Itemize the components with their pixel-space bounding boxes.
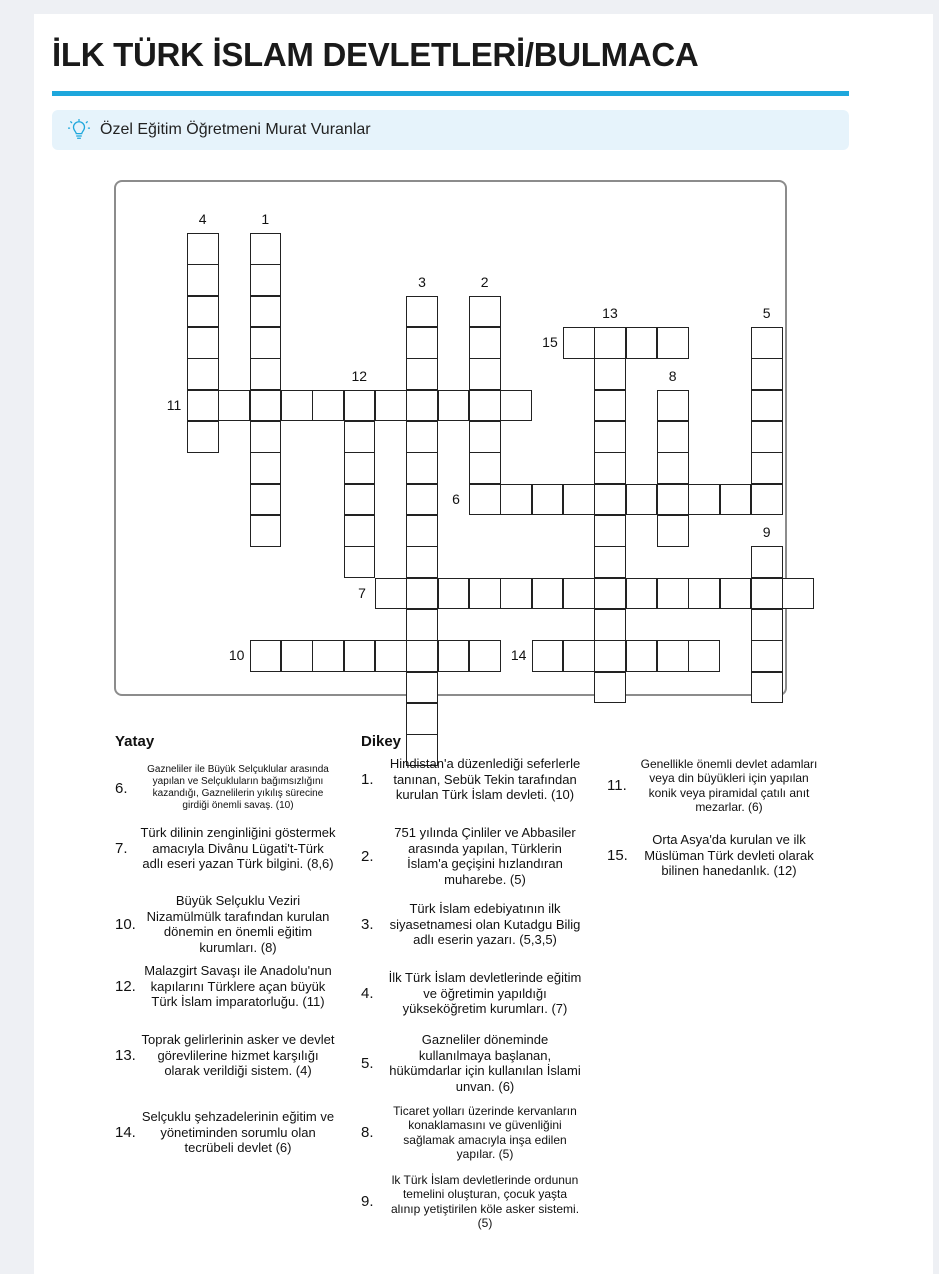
crossword-cell[interactable] (688, 578, 720, 610)
crossword-cell[interactable] (563, 327, 595, 359)
crossword-cell[interactable] (657, 421, 689, 453)
clue-text: Orta Asya'da kurulan ve ilk Müslüman Türk devleti olarak bilinen hanedanlık. (12) (644, 832, 814, 879)
across-clue-14 (115, 1109, 336, 1156)
crossword-cell[interactable] (406, 421, 438, 453)
clue-number: 10. (115, 915, 136, 933)
crossword-cell[interactable] (344, 515, 376, 547)
crossword-cell[interactable] (469, 327, 501, 359)
crossword-cell[interactable] (751, 578, 783, 610)
crossword-cell[interactable] (344, 484, 376, 516)
crossword-cell[interactable] (250, 515, 282, 547)
crossword-cell[interactable] (469, 358, 501, 390)
clue-number: 4. (361, 984, 374, 1002)
crossword-cell[interactable] (218, 390, 250, 422)
across-title: Yatay (115, 733, 155, 750)
crossword-cell[interactable] (406, 358, 438, 390)
down-clue-8 (361, 1104, 583, 1162)
crossword-cell[interactable] (751, 327, 783, 359)
crossword-cell[interactable] (250, 296, 282, 328)
clue-number: 6. (115, 779, 128, 797)
across-clue-7 (115, 825, 336, 872)
clue-number-label: 7 (358, 584, 366, 601)
clue-text: Selçuklu şehzadelerinin eğitim ve yönetiminden sorumlu olan tecrübeli devlet (6) (141, 1109, 335, 1156)
crossword-cell[interactable] (720, 484, 752, 516)
crossword-cell[interactable] (594, 609, 626, 641)
crossword-cell[interactable] (657, 640, 689, 672)
clue-number-label: 2 (480, 273, 489, 290)
crossword-cell[interactable] (626, 484, 658, 516)
crossword-cell[interactable] (594, 421, 626, 453)
clue-number-label: 8 (668, 367, 677, 384)
crossword-cell[interactable] (594, 327, 626, 359)
crossword-cell[interactable] (532, 640, 564, 672)
crossword-cell[interactable] (250, 484, 282, 516)
crossword-cell[interactable] (312, 640, 344, 672)
crossword-cell[interactable] (250, 390, 282, 422)
clue-text: Toprak gelirlerinin asker ve devlet görevlilerine hizmet karşılığı olarak verildiği sistem. (4) (141, 1032, 335, 1079)
page-title: İLK TÜRK İSLAM DEVLETLERİ/BULMACA (52, 36, 699, 73)
crossword-cell[interactable] (406, 390, 438, 422)
crossword-cell[interactable] (563, 640, 595, 672)
clue-number: 13. (115, 1046, 136, 1064)
crossword-cell[interactable] (375, 640, 407, 672)
across-clue-10 (115, 893, 336, 955)
crossword-cell[interactable] (250, 264, 282, 296)
clue-text: Türk İslam edebiyatının ilk siyasetnamesi olan Kutadgu Bilig adlı eserin yazarı. (5,3,5) (389, 901, 581, 948)
crossword-cell[interactable] (344, 421, 376, 453)
crossword-cell[interactable] (406, 609, 438, 641)
clue-number-label: 13 (602, 304, 618, 321)
clue-text: Malazgirt Savaşı ile Anadolu'nun kapılarını Türklere açan büyük Türk İslam imparatorluğu. (11) (144, 963, 332, 1010)
crossword-cell[interactable] (187, 390, 219, 422)
clue-text: Türk dilinin zenginliğini göstermek amacıyla Divânu Lügati't-Türk adlı eseri yazan Türk bilgini. (8,6) (140, 825, 336, 872)
crossword-cell[interactable] (626, 640, 658, 672)
crossword-cell[interactable] (657, 578, 689, 610)
clue-number-label: 6 (452, 490, 460, 507)
clue-number-label: 1 (261, 211, 270, 227)
crossword-cell[interactable] (281, 640, 313, 672)
crossword-cell[interactable] (250, 358, 282, 390)
crossword-cell[interactable] (406, 703, 438, 735)
crossword-cell[interactable] (344, 546, 376, 578)
crossword-cell[interactable] (406, 640, 438, 672)
crossword-cell[interactable] (406, 327, 438, 359)
crossword-cell[interactable] (469, 296, 501, 328)
clue-number: 5. (361, 1054, 374, 1072)
crossword-cell[interactable] (406, 296, 438, 328)
crossword-cell[interactable] (688, 640, 720, 672)
crossword-cell[interactable] (469, 421, 501, 453)
crossword-cell[interactable] (751, 421, 783, 453)
crossword-cell[interactable] (751, 390, 783, 422)
crossword-cell[interactable] (406, 484, 438, 516)
clue-number: 1. (361, 770, 374, 788)
crossword-cell[interactable] (250, 233, 282, 265)
crossword-cell[interactable] (563, 578, 595, 610)
clue-number-label: 5 (762, 304, 771, 321)
crossword-cell[interactable] (594, 546, 626, 578)
crossword-cell[interactable] (532, 484, 564, 516)
crossword-cell[interactable] (594, 672, 626, 704)
crossword-cell[interactable] (594, 390, 626, 422)
crossword-cell[interactable] (187, 296, 219, 328)
crossword-cell[interactable] (344, 452, 376, 484)
down-clue-11 (607, 757, 824, 815)
crossword-cell[interactable] (751, 484, 783, 516)
clue-text: 751 yılında Çinliler ve Abbasiler arasında yapılan, Türklerin İslam'a geçişini hızlandıran muharebe. (5) (394, 825, 576, 887)
crossword-cell[interactable] (657, 390, 689, 422)
clue-text: lk Türk İslam devletlerinde ordunun temelini oluşturan, çocuk yaşta alınıp yetiştirilen köle asker sistemi. (5) (390, 1173, 580, 1231)
crossword-cell[interactable] (657, 452, 689, 484)
crossword-cell[interactable] (594, 515, 626, 547)
across-clue-6 (115, 764, 336, 812)
crossword-cell[interactable] (751, 358, 783, 390)
clue-number-label: 3 (418, 273, 426, 290)
down-clue-5 (361, 1032, 583, 1094)
crossword-cell[interactable] (657, 484, 689, 516)
across-clue-12 (115, 963, 336, 1010)
clue-text: Genellikle önemli devlet adamları veya din büyükleri için yapılan konik veya piramidal çatılı anıt mezarlar. (6) (640, 757, 818, 815)
crossword-cell[interactable] (751, 452, 783, 484)
clue-number: 15. (607, 846, 628, 864)
clue-number-label: 9 (762, 524, 771, 541)
crossword-cell[interactable] (594, 358, 626, 390)
crossword-cell[interactable] (187, 264, 219, 296)
clue-number-label: 12 (351, 367, 368, 384)
crossword-cell[interactable] (250, 640, 282, 672)
crossword-cell[interactable] (532, 578, 564, 610)
crossword-cell[interactable] (751, 609, 783, 641)
clue-text: Gazneliler ile Büyük Selçuklular arasında yapılan ve Selçukluların bağımsızlığını kazandığı, Gaznelilerin yıkılış sürecine girdiği önemli savaş. (10) (147, 764, 329, 811)
clue-number-label: 14 (510, 647, 527, 664)
crossword-cell[interactable] (375, 390, 407, 422)
down-title: Dikey (361, 733, 402, 750)
crossword-cell[interactable] (187, 233, 219, 265)
clue-number: 12. (115, 977, 136, 995)
down-clue-4 (361, 970, 583, 1017)
crossword-cell[interactable] (281, 390, 313, 422)
crossword-cell[interactable] (469, 640, 501, 672)
down-clue-15 (607, 832, 824, 879)
crossword-cell[interactable] (438, 390, 470, 422)
crossword-cell[interactable] (187, 358, 219, 390)
crossword-cell[interactable] (563, 484, 595, 516)
down-clue-9 (361, 1173, 583, 1231)
crossword-cell[interactable] (344, 640, 376, 672)
crossword-cell[interactable] (312, 390, 344, 422)
down-clue-2 (361, 825, 583, 887)
clue-number-label: 4 (198, 211, 207, 227)
crossword-cell[interactable] (720, 578, 752, 610)
crossword-cell[interactable] (751, 672, 783, 704)
crossword-cell[interactable] (594, 452, 626, 484)
across-clue-13 (115, 1032, 336, 1079)
crossword-cell[interactable] (469, 452, 501, 484)
crossword-cell[interactable] (250, 421, 282, 453)
crossword-cell[interactable] (438, 578, 470, 610)
crossword-cell[interactable] (500, 484, 532, 516)
crossword-cell[interactable] (469, 484, 501, 516)
clue-number-label: 10 (228, 647, 245, 664)
crossword-cell[interactable] (187, 421, 219, 453)
clue-number: 11. (607, 777, 627, 795)
crossword-cell[interactable] (657, 327, 689, 359)
crossword-cell[interactable] (626, 327, 658, 359)
crossword-cell[interactable] (406, 672, 438, 704)
crossword-cell[interactable] (187, 327, 219, 359)
crossword-cell[interactable] (406, 452, 438, 484)
crossword-cell[interactable] (751, 546, 783, 578)
clue-number: 9. (361, 1193, 374, 1211)
clue-number: 8. (361, 1124, 374, 1142)
crossword-cell[interactable] (406, 578, 438, 610)
crossword-cell[interactable] (594, 640, 626, 672)
crossword-cell[interactable] (688, 484, 720, 516)
crossword-cell[interactable] (500, 578, 532, 610)
crossword-cell[interactable] (469, 578, 501, 610)
crossword-cell[interactable] (344, 390, 376, 422)
clue-text: Büyük Selçuklu Veziri Nizamülmülk tarafından kurulan dönemin en önemli eğitim kurumları. (8) (146, 893, 330, 955)
crossword-cell[interactable] (250, 452, 282, 484)
crossword-cell[interactable] (375, 578, 407, 610)
author-name: Özel Eğitim Öğretmeni Murat Vuranlar (100, 121, 371, 138)
crossword-cell[interactable] (469, 390, 501, 422)
crossword-cell[interactable] (406, 546, 438, 578)
clue-text: Ticaret yolları üzerinde kervanların konaklamasını ve güvenliğini sağlamak amacıyla inşa edilen yapılar. (5) (393, 1104, 577, 1162)
clue-number: 3. (361, 915, 374, 933)
crossword-cell[interactable] (250, 327, 282, 359)
down-clue-1 (361, 756, 583, 803)
crossword-cell[interactable] (626, 578, 658, 610)
crossword-cell[interactable] (500, 390, 532, 422)
clue-text: Gazneliler döneminde kullanılmaya başlanan, hükümdarlar için kullanılan İslami unvan. (6) (389, 1032, 581, 1094)
crossword-cell[interactable] (594, 484, 626, 516)
crossword-cell[interactable] (782, 578, 814, 610)
clue-number: 14. (115, 1123, 136, 1141)
crossword-cell[interactable] (657, 515, 689, 547)
crossword-cell[interactable] (594, 578, 626, 610)
clue-number: 2. (361, 847, 374, 865)
clue-number: 7. (115, 839, 128, 857)
crossword-cell[interactable] (751, 640, 783, 672)
crossword-cell[interactable] (438, 640, 470, 672)
clue-text: Hindistan'a düzenlediği seferlerle tanınan, Sebük Tekin tarafından kurulan Türk İslam devleti. (10) (389, 756, 581, 803)
clue-number-label: 15 (542, 333, 558, 350)
down-clue-3 (361, 901, 583, 948)
clue-number-label: 11 (166, 396, 182, 413)
crossword-cell[interactable] (406, 515, 438, 547)
clue-text: İlk Türk İslam devletlerinde eğitim ve öğretimin yapıldığı yükseköğretim kurumları. (7) (388, 970, 582, 1017)
